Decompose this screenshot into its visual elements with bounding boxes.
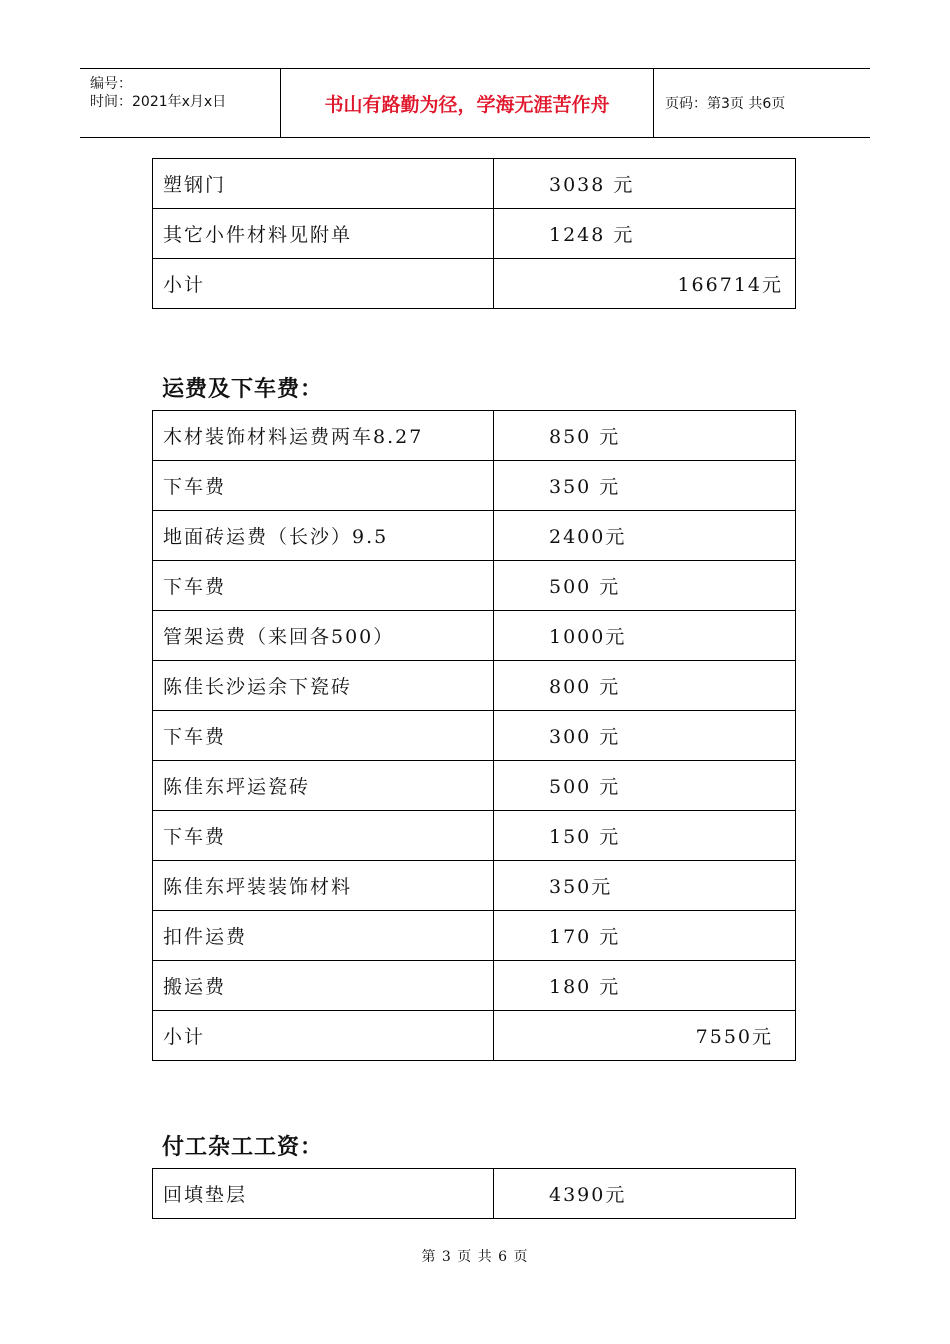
amount-cell: 1248 元 xyxy=(494,209,796,259)
item-cell: 木材装饰材料运费两车8.27 xyxy=(153,411,494,461)
table-row xyxy=(153,761,796,811)
amount-cell: 150 元 xyxy=(494,811,796,861)
table-row xyxy=(153,661,796,711)
item-cell: 下车费 xyxy=(153,561,494,611)
page-header xyxy=(80,68,870,138)
header-page-info: 页码：第3页 共6页 xyxy=(665,96,786,112)
subtotal-amount: 7550元 xyxy=(494,1011,796,1061)
item-cell: 陈佳东坪运瓷砖 xyxy=(153,761,494,811)
amount-cell: 350元 xyxy=(494,861,796,911)
page-footer: 第 3 页 共 6 页 xyxy=(421,1249,529,1265)
amount-cell: 2400元 xyxy=(494,511,796,561)
wages-table xyxy=(152,1168,796,1219)
subtotal-row xyxy=(153,259,796,309)
item-cell: 陈佳长沙运余下瓷砖 xyxy=(153,661,494,711)
amount-cell: 500 元 xyxy=(494,761,796,811)
table-row xyxy=(153,911,796,961)
amount-cell: 170 元 xyxy=(494,911,796,961)
item-cell: 下车费 xyxy=(153,461,494,511)
item-cell: 搬运费 xyxy=(153,961,494,1011)
amount-cell: 300 元 xyxy=(494,711,796,761)
table-row xyxy=(153,1169,796,1219)
table-row xyxy=(153,611,796,661)
section-title-freight: 运费及下车费： xyxy=(162,376,324,402)
amount-cell: 800 元 xyxy=(494,661,796,711)
item-cell: 扣件运费 xyxy=(153,911,494,961)
section-title-wages: 付工杂工工资： xyxy=(162,1134,324,1160)
item-cell: 小计 xyxy=(153,1011,494,1061)
freight-table xyxy=(152,410,796,1061)
amount-cell: 350 元 xyxy=(494,461,796,511)
materials-table xyxy=(152,158,796,309)
time-label: 时间：2021年x月x日 xyxy=(90,94,227,110)
table-row xyxy=(153,511,796,561)
amount-cell: 180 元 xyxy=(494,961,796,1011)
table-row xyxy=(153,411,796,461)
item-cell: 回填垫层 xyxy=(153,1169,494,1219)
item-cell: 下车费 xyxy=(153,811,494,861)
number-label: 编号： xyxy=(90,76,132,92)
item-cell: 其它小件材料见附单 xyxy=(153,209,494,259)
item-cell: 小计 xyxy=(153,259,494,309)
table-row xyxy=(153,711,796,761)
table-row xyxy=(153,159,796,209)
subtotal-amount: 166714元 xyxy=(494,259,796,309)
item-cell: 陈佳东坪装装饰材料 xyxy=(153,861,494,911)
subtotal-row xyxy=(153,1011,796,1061)
item-cell: 管架运费（来回各500） xyxy=(153,611,494,661)
table-row xyxy=(153,861,796,911)
amount-cell: 850 元 xyxy=(494,411,796,461)
table-row xyxy=(153,811,796,861)
table-row xyxy=(153,461,796,511)
header-motto: 书山有路勤为径，学海无涯苦作舟 xyxy=(281,69,654,137)
item-cell: 地面砖运费（长沙）9.5 xyxy=(153,511,494,561)
item-cell: 塑钢门 xyxy=(153,159,494,209)
amount-cell: 3038 元 xyxy=(494,159,796,209)
header-meta xyxy=(80,69,281,137)
table-row xyxy=(153,561,796,611)
table-row xyxy=(153,961,796,1011)
amount-cell: 500 元 xyxy=(494,561,796,611)
amount-cell: 4390元 xyxy=(494,1169,796,1219)
table-row xyxy=(153,209,796,259)
item-cell: 下车费 xyxy=(153,711,494,761)
amount-cell: 1000元 xyxy=(494,611,796,661)
